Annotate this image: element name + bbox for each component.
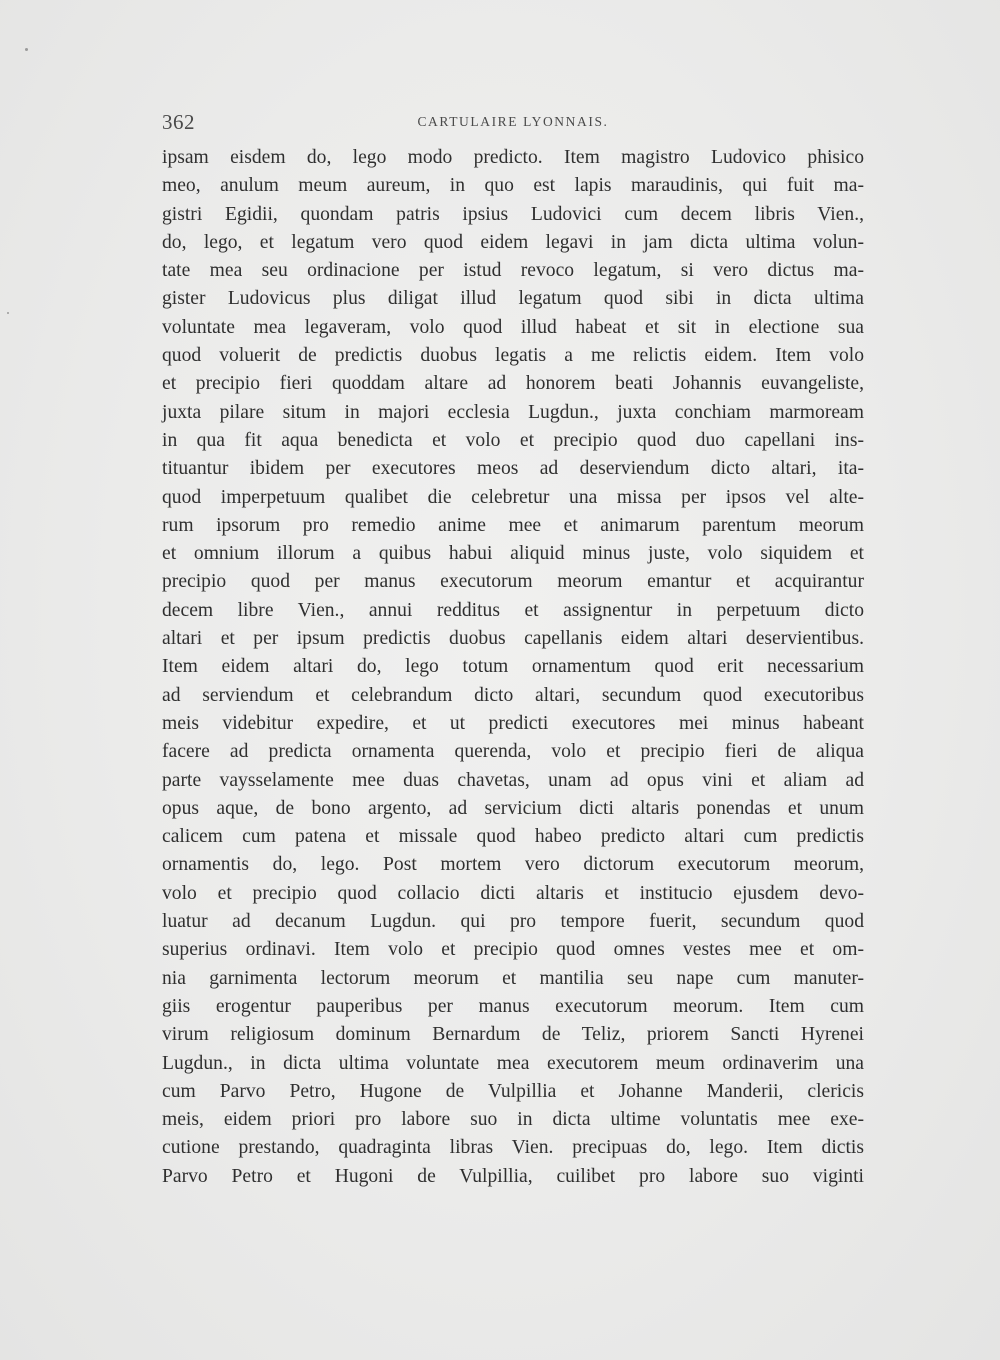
page-number: 362 <box>162 110 195 134</box>
text-line: Parvo Petro et Hugoni de Vulpillia, cuilibet pro labore suo viginti <box>162 1165 864 1187</box>
text-line: nia garnimenta lectorum meorum et mantilia seu nape cum manuter- <box>162 967 864 989</box>
text-line: facere ad predicta ornamenta querenda, volo et precipio fieri de aliqua <box>162 741 864 763</box>
text-line: et omnium illorum a quibus habui aliquid minus juste, volo siquidem et <box>162 543 864 565</box>
text-line: et precipio fieri quoddam altare ad honorem beati Johannis euvangeliste, <box>162 373 864 395</box>
text-line: do, lego, et legatum vero quod eidem legavi in jam dicta ultima volun- <box>162 231 864 253</box>
text-line: meis, eidem priori pro labore suo in dicta ultime voluntatis mee exe- <box>162 1109 864 1131</box>
text-line: rum ipsorum pro remedio anime mee et animarum parentum meorum <box>162 514 864 536</box>
text-line: in qua fit aqua benedicta et volo et precipio quod duo capellani ins- <box>162 429 864 451</box>
text-line: parte vaysselamente mee duas chavetas, unam ad opus vini et aliam ad <box>162 769 864 791</box>
text-line: Lugdun., in dicta ultima voluntate mea executorem meum ordinaverim una <box>162 1052 864 1074</box>
text-line: gister Ludovicus plus diligat illud legatum quod sibi in dicta ultima <box>162 288 864 310</box>
text-line: gistri Egidii, quondam patris ipsius Ludovici cum decem libris Vien., <box>162 203 864 225</box>
text-line: juxta pilare situm in majori ecclesia Lugdun., juxta conchiam marmoream <box>162 401 864 423</box>
text-line: altari et per ipsum predictis duobus capellanis eidem altari deservientibus. <box>162 628 864 650</box>
body-text <box>162 144 864 1191</box>
text-line: meis videbitur expedire, et ut predicti executores mei minus habeant <box>162 712 864 734</box>
text-line: ornamentis do, lego. Post mortem vero dictorum executorum meorum, <box>162 854 864 876</box>
paper-speck <box>25 48 28 51</box>
text-line: cutione prestando, quadraginta libras Vien. precipuas do, lego. Item dictis <box>162 1137 864 1159</box>
text-line: volo et precipio quod collacio dicti altaris et institucio ejusdem devo- <box>162 882 864 904</box>
text-line: tituantur ibidem per executores meos ad deserviendum dicto altari, ita- <box>162 458 864 480</box>
text-line: ad serviendum et celebrandum dicto altari, secundum quod executoribus <box>162 684 864 706</box>
text-line: virum religiosum dominum Bernardum de Teliz, priorem Sancti Hyrenei <box>162 1024 864 1046</box>
page-header <box>162 110 864 140</box>
text-line: ipsam eisdem do, lego modo predicto. Item magistro Ludovico phisico <box>162 147 864 168</box>
text-line: decem libre Vien., annui redditus et assignentur in perpetuum dicto <box>162 599 864 621</box>
paper-speck <box>7 312 9 314</box>
text-line: precipio quod per manus executorum meorum emantur et acquirantur <box>162 571 864 593</box>
text-line: Item eidem altari do, lego totum ornamentum quod erit necessarium <box>162 656 864 678</box>
text-line: giis erogentur pauperibus per manus executorum meorum. Item cum <box>162 995 864 1017</box>
text-line: quod imperpetuum qualibet die celebretur una missa per ipsos vel alte- <box>162 486 864 508</box>
text-line: tate mea seu ordinacione per istud revoco legatum, si vero dictus ma- <box>162 260 864 282</box>
text-line: calicem cum patena et missale quod habeo predicto altari cum predictis <box>162 826 864 848</box>
text-line: superius ordinavi. Item volo et precipio quod omnes vestes mee et om- <box>162 939 864 961</box>
text-line: meo, anulum meum aureum, in quo est lapis maraudinis, qui fuit ma- <box>162 175 864 197</box>
text-line: luatur ad decanum Lugdun. qui pro tempore fuerit, secundum quod <box>162 911 864 933</box>
text-line: opus aque, de bono argento, ad servicium dicti altaris ponendas et unum <box>162 797 864 819</box>
text-line: cum Parvo Petro, Hugone de Vulpillia et Johanne Manderii, clericis <box>162 1080 864 1102</box>
text-line: quod voluerit de predictis duobus legatis a me relictis eidem. Item volo <box>162 345 864 367</box>
text-line: voluntate mea legaveram, volo quod illud habeat et sit in electione sua <box>162 316 864 338</box>
running-title: CARTULAIRE LYONNAIS. <box>417 114 609 129</box>
